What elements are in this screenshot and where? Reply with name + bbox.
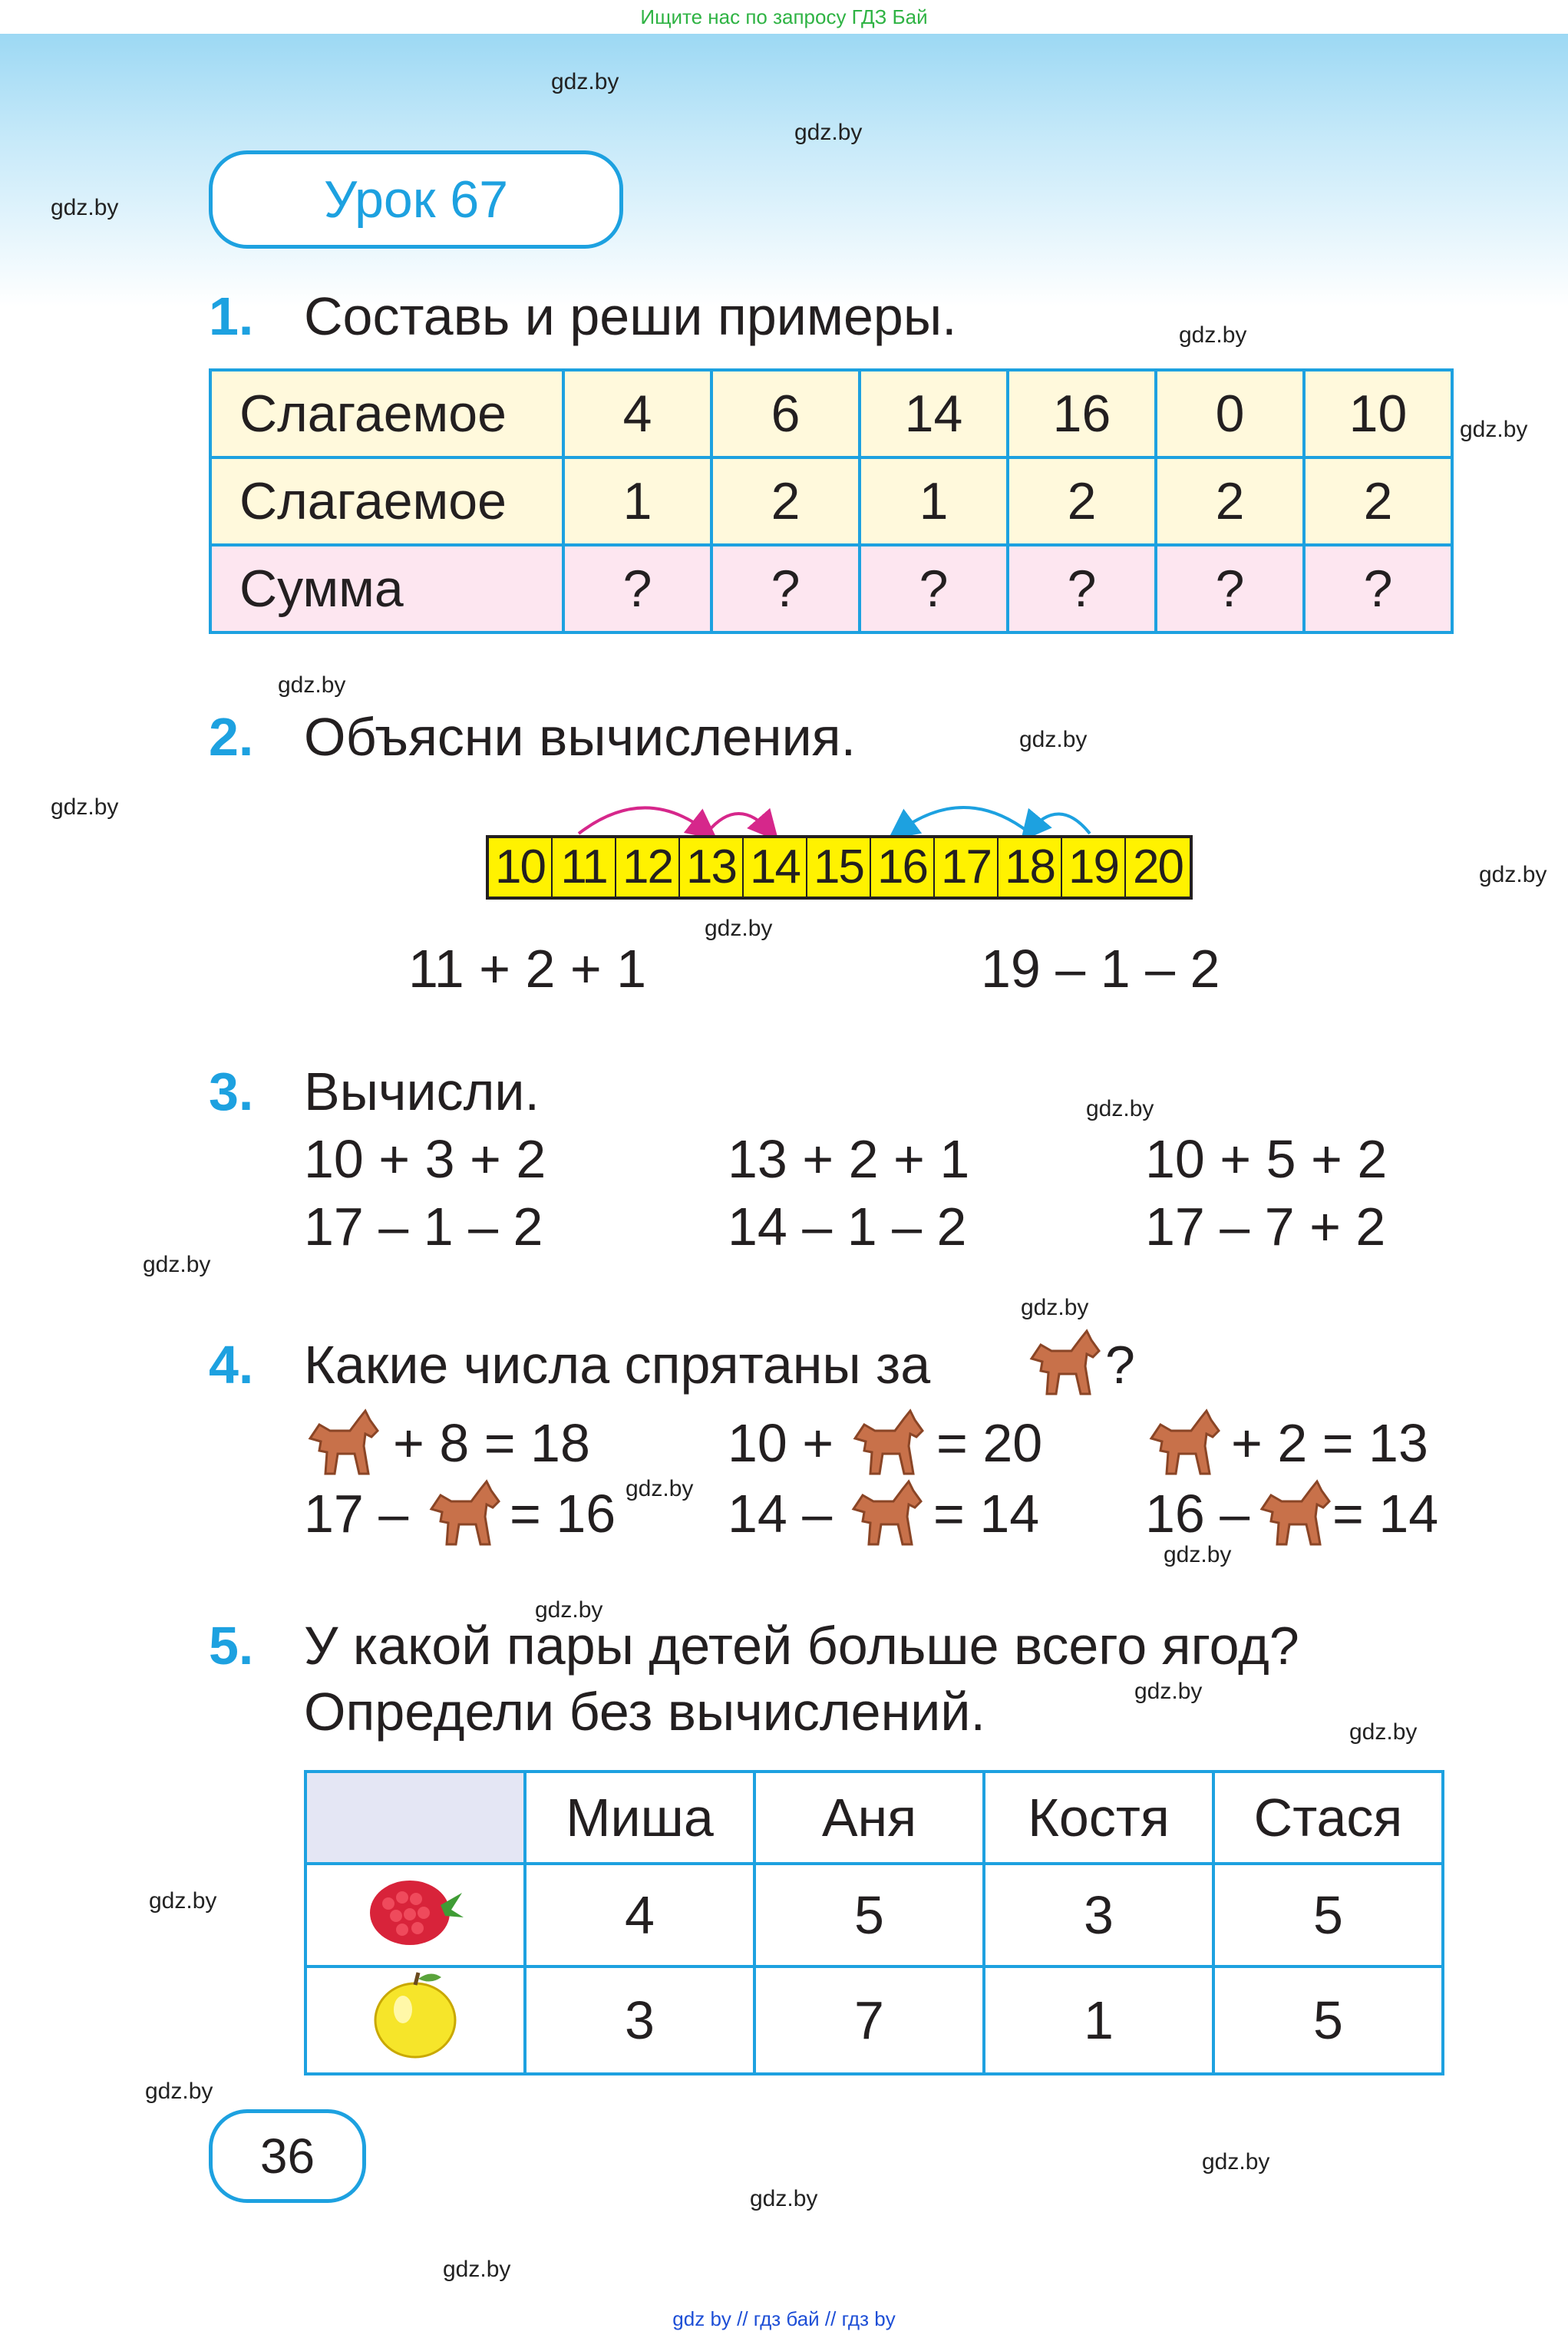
expression: 17 – 7 + 2 — [1145, 1197, 1386, 1257]
expression: = 14 — [1332, 1484, 1439, 1544]
watermark: gdz.by — [750, 2186, 818, 2211]
table-cell: 4 — [563, 370, 711, 457]
watermark: gdz.by — [1019, 727, 1088, 752]
table-cell: 4 — [525, 1864, 754, 1966]
table-cell: 3 — [984, 1864, 1213, 1966]
task-number: 2. — [209, 707, 254, 767]
expression: 19 – 1 – 2 — [981, 939, 1220, 999]
number-cell: 19 — [1062, 838, 1126, 897]
expression: 11 + 2 + 1 — [408, 939, 647, 999]
table-cell: 2 — [1304, 457, 1452, 545]
raspberry-icon — [365, 1867, 465, 1951]
expression: + 2 = 13 — [1231, 1413, 1428, 1473]
task-text: Объясни вычисления. — [304, 707, 857, 767]
horse-icon — [1025, 1328, 1102, 1399]
number-cell: 20 — [1126, 838, 1190, 897]
task-text: Определи без вычислений. — [304, 1682, 985, 1742]
watermark: gdz.by — [51, 794, 119, 820]
watermark: gdz.by — [145, 2079, 213, 2104]
expression: + 8 = 18 — [393, 1413, 590, 1473]
watermark: gdz.by — [535, 1597, 603, 1623]
expression: = 20 — [936, 1413, 1043, 1473]
task-text: Вычисли. — [304, 1062, 540, 1121]
task-text: Какие числа спрятаны за — [304, 1335, 931, 1395]
table-cell: 5 — [754, 1864, 984, 1966]
expression: 10 + — [728, 1413, 834, 1473]
table-cell: 5 — [1213, 1864, 1443, 1966]
table-cell: ? — [563, 545, 711, 632]
expression: 14 – 1 – 2 — [728, 1197, 967, 1257]
arc-plus-two — [579, 807, 708, 834]
row-label: Слагаемое — [210, 370, 563, 457]
arc-minus-two — [898, 807, 1028, 832]
number-cell: 14 — [744, 838, 807, 897]
expression: 16 – — [1145, 1484, 1250, 1544]
number-cell: 10 — [489, 838, 553, 897]
task-number: 3. — [209, 1062, 254, 1121]
horse-icon — [425, 1478, 502, 1549]
watermark: gdz.by — [1021, 1295, 1089, 1320]
table-cell: 2 — [1008, 457, 1156, 545]
top-banner[interactable]: Ищите нас по запросу ГДЗ Бай — [0, 0, 1568, 34]
table-header-row — [305, 1772, 1443, 1864]
question-mark: ? — [1105, 1335, 1135, 1395]
task-number: 4. — [209, 1335, 254, 1395]
table-row — [305, 1864, 1443, 1966]
berries-table — [304, 1770, 1444, 2075]
expression: 10 + 3 + 2 — [304, 1129, 546, 1189]
number-cell: 12 — [616, 838, 680, 897]
watermark: gdz.by — [1479, 862, 1547, 887]
expression: 10 + 5 + 2 — [1145, 1129, 1388, 1189]
watermark: gdz.by — [551, 69, 619, 94]
table-cell: 14 — [860, 370, 1008, 457]
watermark: gdz.by — [626, 1476, 694, 1501]
table-row — [305, 1966, 1443, 2074]
task-text: Составь и реши примеры. — [304, 286, 957, 346]
table-cell: ? — [1156, 545, 1304, 632]
number-cell: 17 — [935, 838, 999, 897]
watermark: gdz.by — [51, 195, 119, 220]
watermark: gdz.by — [1134, 1679, 1203, 1704]
task-text: У какой пары детей больше всего ягод? — [304, 1616, 1299, 1676]
watermark: gdz.by — [278, 672, 346, 698]
number-cell: 11 — [553, 838, 616, 897]
expression: = 16 — [510, 1484, 616, 1544]
column-header: Костя — [984, 1772, 1213, 1864]
row-label: Сумма — [210, 545, 563, 632]
table-cell: 3 — [525, 1966, 754, 2074]
watermark: gdz.by — [149, 1888, 217, 1914]
expression: 17 – — [304, 1484, 409, 1544]
task-number: 5. — [209, 1616, 254, 1676]
number-line — [486, 835, 1193, 900]
watermark: gdz.by — [143, 1252, 211, 1277]
apple-cell — [305, 1966, 525, 2074]
number-cell: 18 — [999, 838, 1062, 897]
table-cell: 1 — [860, 457, 1008, 545]
apple-icon — [369, 1968, 461, 2060]
bottom-banner[interactable]: gdz by // гдз бай // гдз by — [672, 2307, 896, 2330]
table-cell: ? — [1008, 545, 1156, 632]
column-header: Миша — [525, 1772, 754, 1864]
table-cell: 10 — [1304, 370, 1452, 457]
expression: = 14 — [933, 1484, 1040, 1544]
watermark: gdz.by — [1086, 1096, 1154, 1121]
horse-icon — [1145, 1408, 1222, 1478]
expression: 13 + 2 + 1 — [728, 1129, 970, 1189]
horse-icon — [304, 1408, 381, 1478]
number-cell: 13 — [680, 838, 744, 897]
watermark: gdz.by — [705, 916, 773, 941]
table-cell: 0 — [1156, 370, 1304, 457]
column-header: Аня — [754, 1772, 984, 1864]
table-cell: ? — [1304, 545, 1452, 632]
row-label: Слагаемое — [210, 457, 563, 545]
table-cell: 2 — [1156, 457, 1304, 545]
horse-icon — [847, 1478, 924, 1549]
expression: 14 – — [728, 1484, 833, 1544]
watermark: gdz.by — [1460, 417, 1528, 442]
table-cell: 2 — [711, 457, 860, 545]
table-cell: 5 — [1213, 1966, 1443, 2074]
watermark: gdz.by — [443, 2257, 511, 2282]
arc-plus-one — [708, 814, 771, 832]
table-corner — [305, 1772, 525, 1864]
table-cell: 16 — [1008, 370, 1156, 457]
watermark: gdz.by — [1349, 1719, 1418, 1745]
table-cell: ? — [711, 545, 860, 632]
horse-icon — [849, 1408, 926, 1478]
table-cell: 7 — [754, 1966, 984, 2074]
watermark: gdz.by — [1202, 2149, 1270, 2175]
arc-minus-one — [1028, 814, 1090, 834]
table-cell: 1 — [984, 1966, 1213, 2074]
lesson-title: Урок 67 — [209, 150, 623, 249]
raspberry-cell — [305, 1864, 525, 1966]
number-cell: 16 — [871, 838, 935, 897]
watermark: gdz.by — [1179, 322, 1247, 348]
expression: 17 – 1 – 2 — [304, 1197, 543, 1257]
table-cell: 6 — [711, 370, 860, 457]
watermark: gdz.by — [794, 120, 863, 145]
watermark: gdz.by — [1164, 1542, 1232, 1567]
column-header: Стася — [1213, 1772, 1443, 1864]
number-cell: 15 — [807, 838, 871, 897]
page-number: 36 — [209, 2109, 366, 2203]
task-number: 1. — [209, 286, 254, 346]
table-cell: ? — [860, 545, 1008, 632]
table-cell: 1 — [563, 457, 711, 545]
horse-icon — [1256, 1478, 1332, 1549]
